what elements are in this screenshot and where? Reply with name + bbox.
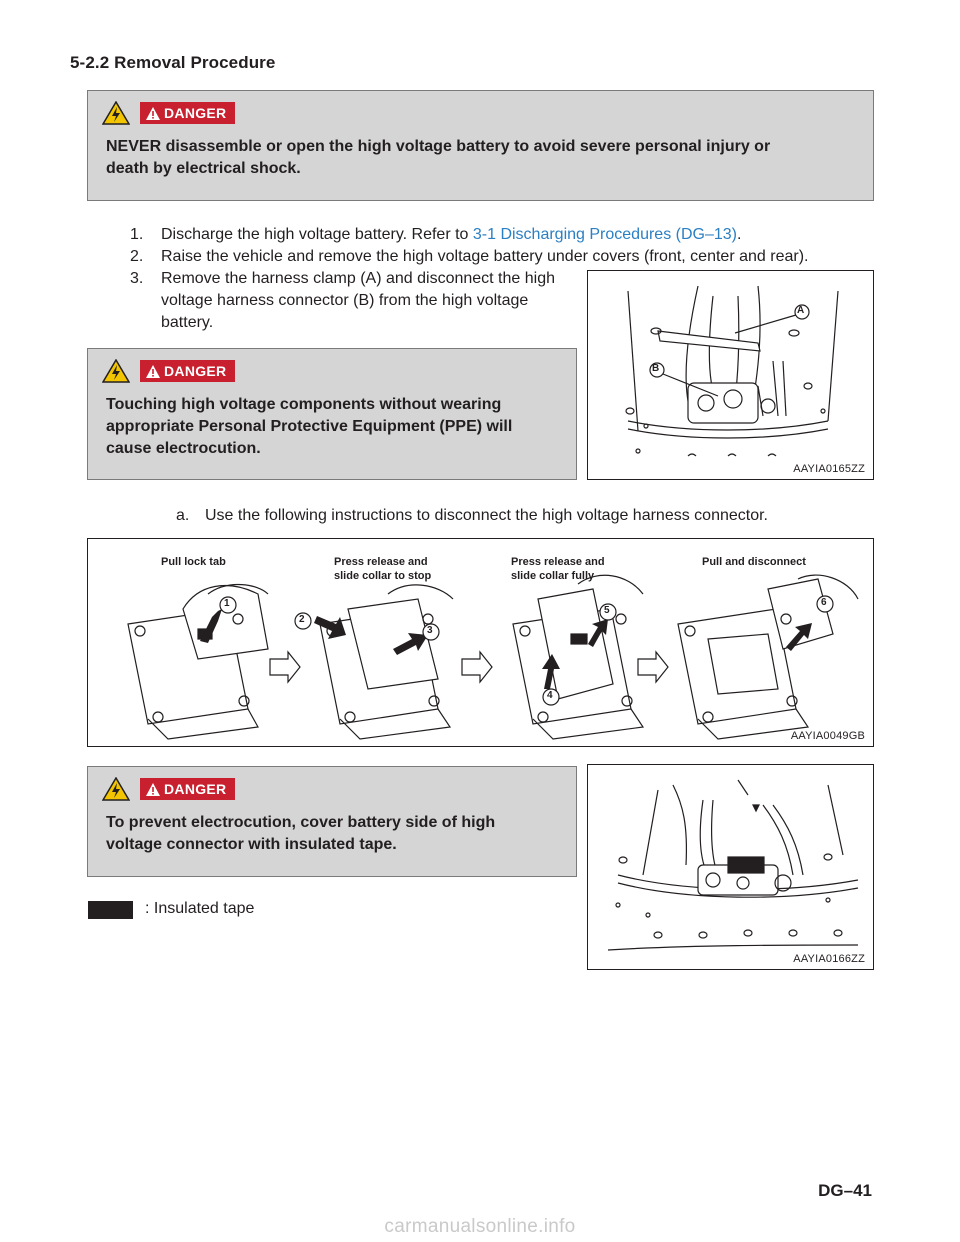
- figure-disconnect-steps: [87, 538, 874, 747]
- step-3-line-3: battery.: [161, 314, 214, 331]
- step-number-4: 4: [547, 690, 553, 701]
- substep-a: [176, 505, 876, 527]
- caption-slide-collar-fully: Press release and slide collar fully: [511, 556, 605, 582]
- step-3-line-1: Remove the harness clamp (A) and disconnect the high: [161, 270, 555, 287]
- danger-label: DANGER: [164, 105, 227, 121]
- step-1-number: 1.: [130, 226, 144, 243]
- danger-badge: [140, 102, 235, 124]
- danger-badge: [140, 778, 235, 800]
- label-b: B: [652, 363, 660, 374]
- figure-insulated-tape: [587, 764, 874, 970]
- figure-1-id: AAYIA0165ZZ: [793, 463, 865, 475]
- danger-3-line-2: voltage connector with insulated tape.: [106, 836, 397, 853]
- warning-icon: [146, 783, 160, 796]
- step-number-1: 1: [224, 598, 230, 609]
- connector-steps-illustration: [88, 539, 874, 747]
- danger-2-line-2: appropriate Personal Protective Equipment (PPE) will: [106, 418, 513, 435]
- caption-pull-lock-tab: Pull lock tab: [161, 556, 226, 568]
- step-2-number: 2.: [130, 248, 144, 265]
- watermark: carmanualsonline.info: [384, 1216, 576, 1237]
- high-voltage-icon: [102, 359, 130, 383]
- step-2-text: Raise the vehicle and remove the high voltage battery under covers (front, center and rear).: [161, 248, 809, 265]
- step-1-text-end: .: [737, 226, 742, 243]
- danger-label: DANGER: [164, 781, 227, 797]
- step-number-3: 3: [427, 625, 433, 636]
- high-voltage-icon: [102, 101, 130, 125]
- step-1: [130, 224, 890, 246]
- danger-2-line-1: Touching high voltage components without wearing: [106, 396, 502, 413]
- danger-badge: [140, 360, 235, 382]
- insulated-tape-illustration: [588, 765, 874, 970]
- danger-1-line-2: death by electrical shock.: [106, 160, 301, 177]
- figure-harness-connector: [587, 270, 874, 480]
- warning-icon: [146, 365, 160, 378]
- danger-label: DANGER: [164, 363, 227, 379]
- figure-2-id: AAYIA0049GB: [790, 730, 865, 742]
- danger-2-line-3: cause electrocution.: [106, 440, 261, 457]
- danger-3-line-1: To prevent electrocution, cover battery side of high: [106, 814, 496, 831]
- insulated-tape-swatch: [88, 901, 133, 919]
- danger-notice-2: [87, 348, 577, 480]
- step-3-number: 3.: [130, 270, 144, 287]
- step-number-6: 6: [821, 597, 827, 608]
- danger-1-line-1: NEVER disassemble or open the high voltage battery to avoid severe personal injury or: [106, 138, 771, 155]
- discharging-procedures-link[interactable]: 3-1 Discharging Procedures (DG–13): [472, 226, 737, 243]
- caption-slide-collar-stop: Press release and slide collar to stop: [334, 556, 432, 582]
- harness-clamp-illustration: [588, 271, 874, 480]
- connector-panel-3: [513, 575, 643, 739]
- figure-3-id: AAYIA0166ZZ: [793, 953, 865, 965]
- danger-notice-3: [87, 766, 577, 877]
- page-number: DG–41: [818, 1181, 872, 1200]
- caption-pull-disconnect: Pull and disconnect: [702, 556, 806, 568]
- step-3-line-2: voltage harness connector (B) from the high voltage: [161, 292, 529, 309]
- substep-a-number: a.: [176, 507, 190, 524]
- step-2: [130, 246, 890, 268]
- step-1-text: Discharge the high voltage battery. Refer to: [161, 226, 473, 243]
- substep-a-text: Use the following instructions to disconnect the high voltage harness connector.: [205, 507, 768, 524]
- step-number-2: 2: [299, 614, 305, 625]
- section-title: 5-2.2 Removal Procedure: [70, 53, 276, 72]
- step-number-5: 5: [604, 605, 610, 616]
- warning-icon: [146, 107, 160, 120]
- legend-text: : Insulated tape: [145, 900, 255, 917]
- connector-panel-1: [128, 585, 268, 739]
- danger-notice-1: [87, 90, 874, 201]
- label-a: A: [797, 305, 805, 316]
- high-voltage-icon: [102, 777, 130, 801]
- step-3: [130, 268, 570, 334]
- connector-panel-2: [320, 585, 453, 739]
